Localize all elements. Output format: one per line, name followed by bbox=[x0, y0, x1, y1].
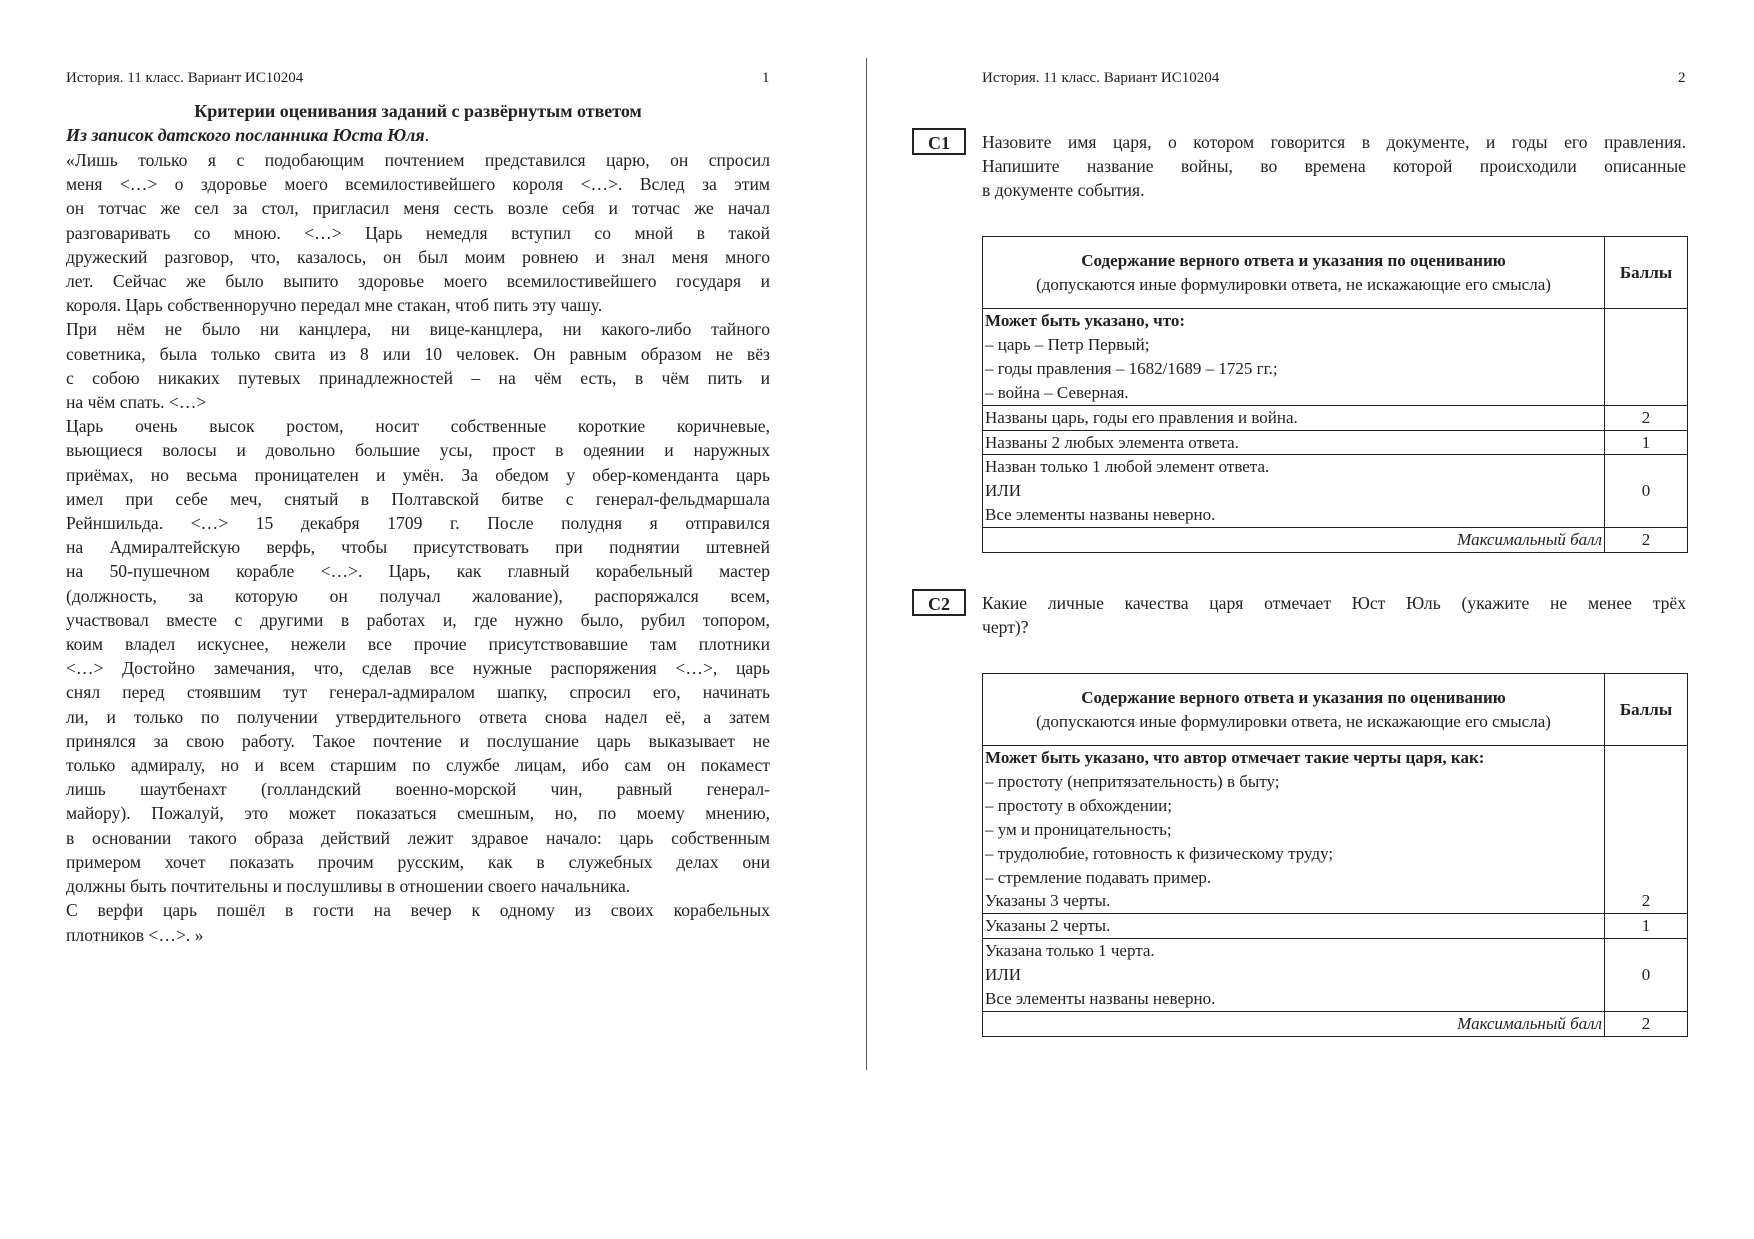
question-line: Напишите название войны, во времена которой происходили описанные bbox=[982, 156, 1686, 177]
criterion-line: Указана только 1 черта. bbox=[985, 941, 1155, 961]
points-cell: 1 bbox=[1605, 430, 1688, 455]
criteria-table-c1 bbox=[982, 236, 1688, 553]
points-cell: 1 bbox=[1605, 914, 1688, 939]
header-points: Баллы bbox=[1605, 237, 1688, 309]
criterion-cell: Указаны 2 черты. bbox=[983, 914, 1605, 939]
text-line: (должность, за которую он получал жалование), распоряжался всем, bbox=[66, 585, 770, 606]
text-line: с собою никаких путевых принадлежностей – на чём есть, в чём пить и bbox=[66, 367, 770, 388]
question-line: в документе события. bbox=[982, 180, 1145, 201]
table-row bbox=[983, 309, 1688, 406]
content-item: – стремление подавать пример. bbox=[985, 867, 1212, 887]
content-item: – царь – Петр Первый; bbox=[985, 334, 1150, 354]
text-line: на 50-пушечном корабле <…>. Царь, как главный корабельный мастер bbox=[66, 561, 770, 582]
text-line: лишь шаутбенахт (голландский военно-морской чин, равный генерал- bbox=[66, 779, 770, 800]
question-line: черт)? bbox=[982, 617, 1029, 638]
header-title: Содержание верного ответа и указания по оцениванию bbox=[1081, 250, 1506, 270]
question-c2 bbox=[982, 591, 1686, 639]
content-item: – ум и проницательность; bbox=[985, 819, 1172, 839]
header-content-cell bbox=[983, 674, 1605, 746]
text-line: Царь очень высок ростом, носит собственные короткие коричневые, bbox=[66, 416, 770, 437]
running-header-right: История. 11 класс. Вариант ИС10204 bbox=[982, 70, 1220, 86]
criterion-line: Указаны 3 черты. bbox=[985, 891, 1111, 911]
header-title: Содержание верного ответа и указания по оцениванию bbox=[1081, 687, 1506, 707]
page-number-right: 2 bbox=[1678, 70, 1686, 86]
source-period: . bbox=[424, 125, 430, 145]
text-line: снял перед стоявшим тут генерал-адмиралом шапку, спросил его, начинать bbox=[66, 682, 770, 703]
text-line: <…> Достойно замечания, что, сделав все нужные распоряжения <…>, царь bbox=[66, 658, 770, 679]
source-line bbox=[66, 125, 429, 146]
header-content-cell bbox=[983, 237, 1605, 309]
task-label-c2: С2 bbox=[912, 589, 966, 616]
text-line: вьющиеся волосы и довольно большие усы, прост в одеянии и наружных bbox=[66, 440, 770, 461]
page-title: Критерии оценивания заданий с развёрнутым ответом bbox=[194, 101, 642, 121]
text-line: принялся за свою работу. Такое почтение и послушание царь выказывает не bbox=[66, 730, 770, 751]
question-line: Какие личные качества царя отмечает Юст Юль (укажите не менее трёх bbox=[982, 593, 1686, 613]
paragraph-1 bbox=[66, 148, 770, 317]
text-line: «Лишь только я с подобающим почтением представился царю, он спросил bbox=[66, 150, 770, 170]
header-note: (допускаются иные формулировки ответа, не искажающие его смысла) bbox=[1036, 711, 1551, 731]
text-line: он тотчас же сел за стол, пригласил меня сесть возле себя и тотчас же начал bbox=[66, 198, 770, 219]
content-item: – простоту в обхождении; bbox=[985, 795, 1172, 815]
points-cell: 0 bbox=[1605, 939, 1688, 1012]
table-row bbox=[983, 939, 1688, 1012]
criterion-line: ИЛИ bbox=[985, 965, 1022, 985]
max-score-value: 2 bbox=[1605, 1011, 1688, 1036]
header-note: (допускаются иные формулировки ответа, не искажающие его смысла) bbox=[1036, 274, 1551, 294]
criterion-line: Назван только 1 любой элемент ответа. bbox=[985, 457, 1270, 477]
criterion-line: ИЛИ bbox=[985, 481, 1022, 501]
text-line: плотников <…>. » bbox=[66, 924, 204, 945]
question-line: Назовите имя царя, о котором говорится в документе, и годы его правления. bbox=[982, 132, 1686, 152]
content-intro: Может быть указано, что автор отмечает такие черты царя, как: bbox=[985, 748, 1485, 767]
text-line: ли, и только по получении утвердительного ответа снова надел её, а затем bbox=[66, 706, 770, 727]
header-points: Баллы bbox=[1605, 674, 1688, 746]
text-line: Рейншильда. <…> 15 декабря 1709 г. После полудня я отправился bbox=[66, 513, 770, 534]
table-row bbox=[983, 405, 1688, 430]
points-cell: 2 bbox=[1605, 405, 1688, 430]
content-item: – простоту (непритязательность) в быту; bbox=[985, 771, 1280, 791]
points-cell: 0 bbox=[1605, 455, 1688, 528]
text-line: участвовал вместе с другими в работах и, где нужно было, рубил топором, bbox=[66, 609, 770, 630]
max-score-row bbox=[983, 528, 1688, 553]
points-cell-empty bbox=[1605, 309, 1688, 406]
page-number: 1 bbox=[762, 70, 770, 86]
table-header-row bbox=[983, 674, 1688, 746]
content-item: – годы правления – 1682/1689 – 1725 гг.; bbox=[985, 358, 1278, 378]
table-row bbox=[983, 455, 1688, 528]
criterion-cell: Названы царь, годы его правления и война. bbox=[983, 405, 1605, 430]
table-header-row bbox=[983, 237, 1688, 309]
task-label-c1: С1 bbox=[912, 128, 966, 155]
text-line: майору). Пожалуй, это может показаться смешным, но, по моему мнению, bbox=[66, 803, 770, 824]
text-line: имел при себе меч, снятый в Полтавской битве с генерал-фельдмаршала bbox=[66, 488, 770, 509]
text-line: С верфи царь пошёл в гости на вечер к одному из своих корабельных bbox=[66, 900, 770, 921]
text-line: меня <…> о здоровье моего всемилостивейшего короля <…>. Вслед за этим bbox=[66, 174, 770, 195]
text-line: лет. Сейчас же было выпито здоровье моего всемилостивейшего государя и bbox=[66, 271, 770, 292]
criterion-line: Все элементы названы неверно. bbox=[985, 989, 1216, 1009]
table-row bbox=[983, 430, 1688, 455]
text-line: приёмах, но весьма проницателен и умён. За обедом у обер-коменданта царь bbox=[66, 464, 770, 485]
max-score-label: Максимальный балл bbox=[983, 1011, 1605, 1036]
text-line: в основании такого образа действий лежит здравое начало: царь собственным bbox=[66, 827, 770, 848]
page-divider bbox=[866, 58, 867, 1070]
content-intro: Может быть указано, что: bbox=[985, 311, 1186, 330]
criteria-table-c2 bbox=[982, 673, 1688, 1037]
content-cell bbox=[983, 309, 1605, 406]
table-row bbox=[983, 746, 1688, 914]
paragraph-3 bbox=[66, 414, 770, 898]
content-item: – трудолюбие, готовность к физическому труду; bbox=[985, 843, 1334, 863]
criterion-line: Все элементы названы неверно. bbox=[985, 505, 1216, 525]
table-row bbox=[983, 914, 1688, 939]
document-excerpt bbox=[66, 148, 770, 947]
criterion-cell bbox=[983, 939, 1605, 1012]
text-line: должны быть почтительны и послушливы в отношении своего начальника. bbox=[66, 876, 631, 897]
max-score-value: 2 bbox=[1605, 528, 1688, 553]
content-cell bbox=[983, 746, 1605, 914]
points-cell: 2 bbox=[1605, 746, 1688, 914]
text-line: примером хочет показать прочим русским, как в служебных делах они bbox=[66, 851, 770, 872]
question-c1 bbox=[982, 130, 1686, 203]
text-line: коим владел искуснее, нежели все прочие присутствовавшие там плотники bbox=[66, 634, 770, 655]
paragraph-2 bbox=[66, 317, 770, 414]
text-line: на Адмиралтейскую верфь, чтобы присутствовать при поднятии штевней bbox=[66, 537, 770, 558]
paragraph-4 bbox=[66, 898, 770, 946]
content-item: – война – Северная. bbox=[985, 382, 1129, 402]
text-line: советника, была только свита из 8 или 10 человек. Он равным образом не вёз bbox=[66, 343, 770, 364]
max-score-row bbox=[983, 1011, 1688, 1036]
text-line: короля. Царь собственноручно передал мне стакан, чтоб пить эту чашу. bbox=[66, 295, 603, 316]
text-line: только адмиралу, но и всем старшим по службе лицам, ибо сам он покамест bbox=[66, 755, 770, 776]
text-line: на чём спать. <…> bbox=[66, 392, 207, 413]
text-line: дружеский разговор, что, казалось, он был моим ровнею и знал меня много bbox=[66, 246, 770, 267]
running-header: История. 11 класс. Вариант ИС10204 bbox=[66, 70, 304, 86]
text-line: разговаривать со мною. <…> Царь немедля вступил со мной в такой bbox=[66, 222, 770, 243]
max-score-label: Максимальный балл bbox=[983, 528, 1605, 553]
source-title: Из записок датского посланника Юста Юля bbox=[66, 125, 425, 145]
criterion-cell bbox=[983, 455, 1605, 528]
criterion-cell: Названы 2 любых элемента ответа. bbox=[983, 430, 1605, 455]
text-line: При нём не было ни канцлера, ни вице-канцлера, ни какого-либо тайного bbox=[66, 319, 770, 340]
